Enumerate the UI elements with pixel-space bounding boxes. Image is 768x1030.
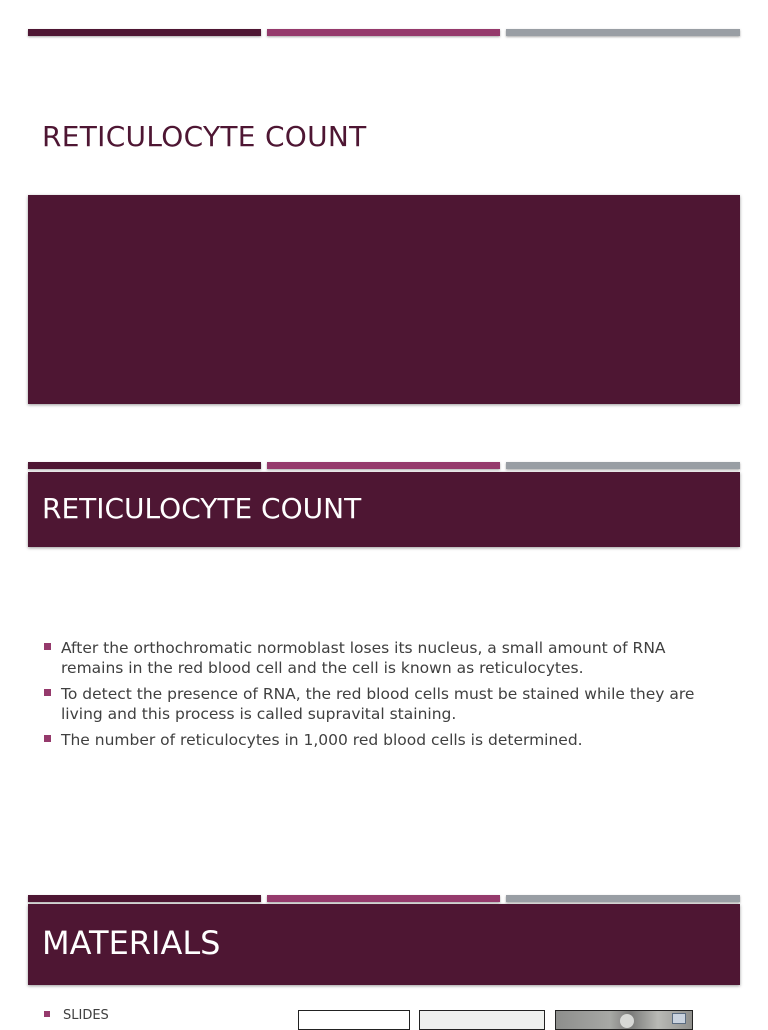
bullet-text: After the orthochromatic normoblast loses its nucleus, a small amount of RNA remains in the red blood cell and the cell is known as reticulocytes. — [61, 639, 666, 677]
material-item-text: SLIDES — [63, 1008, 109, 1023]
square-bullet-icon — [44, 1011, 50, 1017]
bottle-shape — [620, 1014, 634, 1028]
slide-2-title: RETICULOCYTE COUNT — [42, 492, 362, 525]
slide-3-title-band — [28, 904, 740, 985]
accent-bar-dark — [28, 895, 261, 902]
list-item — [44, 1008, 109, 1024]
slide-1-title: RETICULOCYTE COUNT — [42, 120, 367, 153]
slides-image — [298, 1010, 410, 1030]
slide-3-title: MATERIALS — [42, 924, 221, 962]
bullet-text: The number of reticulocytes in 1,000 red blood cells is determined. — [61, 731, 583, 749]
materials-list — [44, 1008, 109, 1024]
accent-bar-magenta — [267, 895, 500, 902]
bullet-text: To detect the presence of RNA, the red blood cells must be stained while they are living and this process is called supravital staining. — [61, 685, 695, 723]
lab-equipment-image — [555, 1010, 693, 1030]
label-shape — [672, 1013, 686, 1024]
slide-3-accent-bars — [28, 895, 740, 902]
stain-image — [419, 1010, 545, 1030]
accent-bar-gray — [506, 895, 740, 902]
